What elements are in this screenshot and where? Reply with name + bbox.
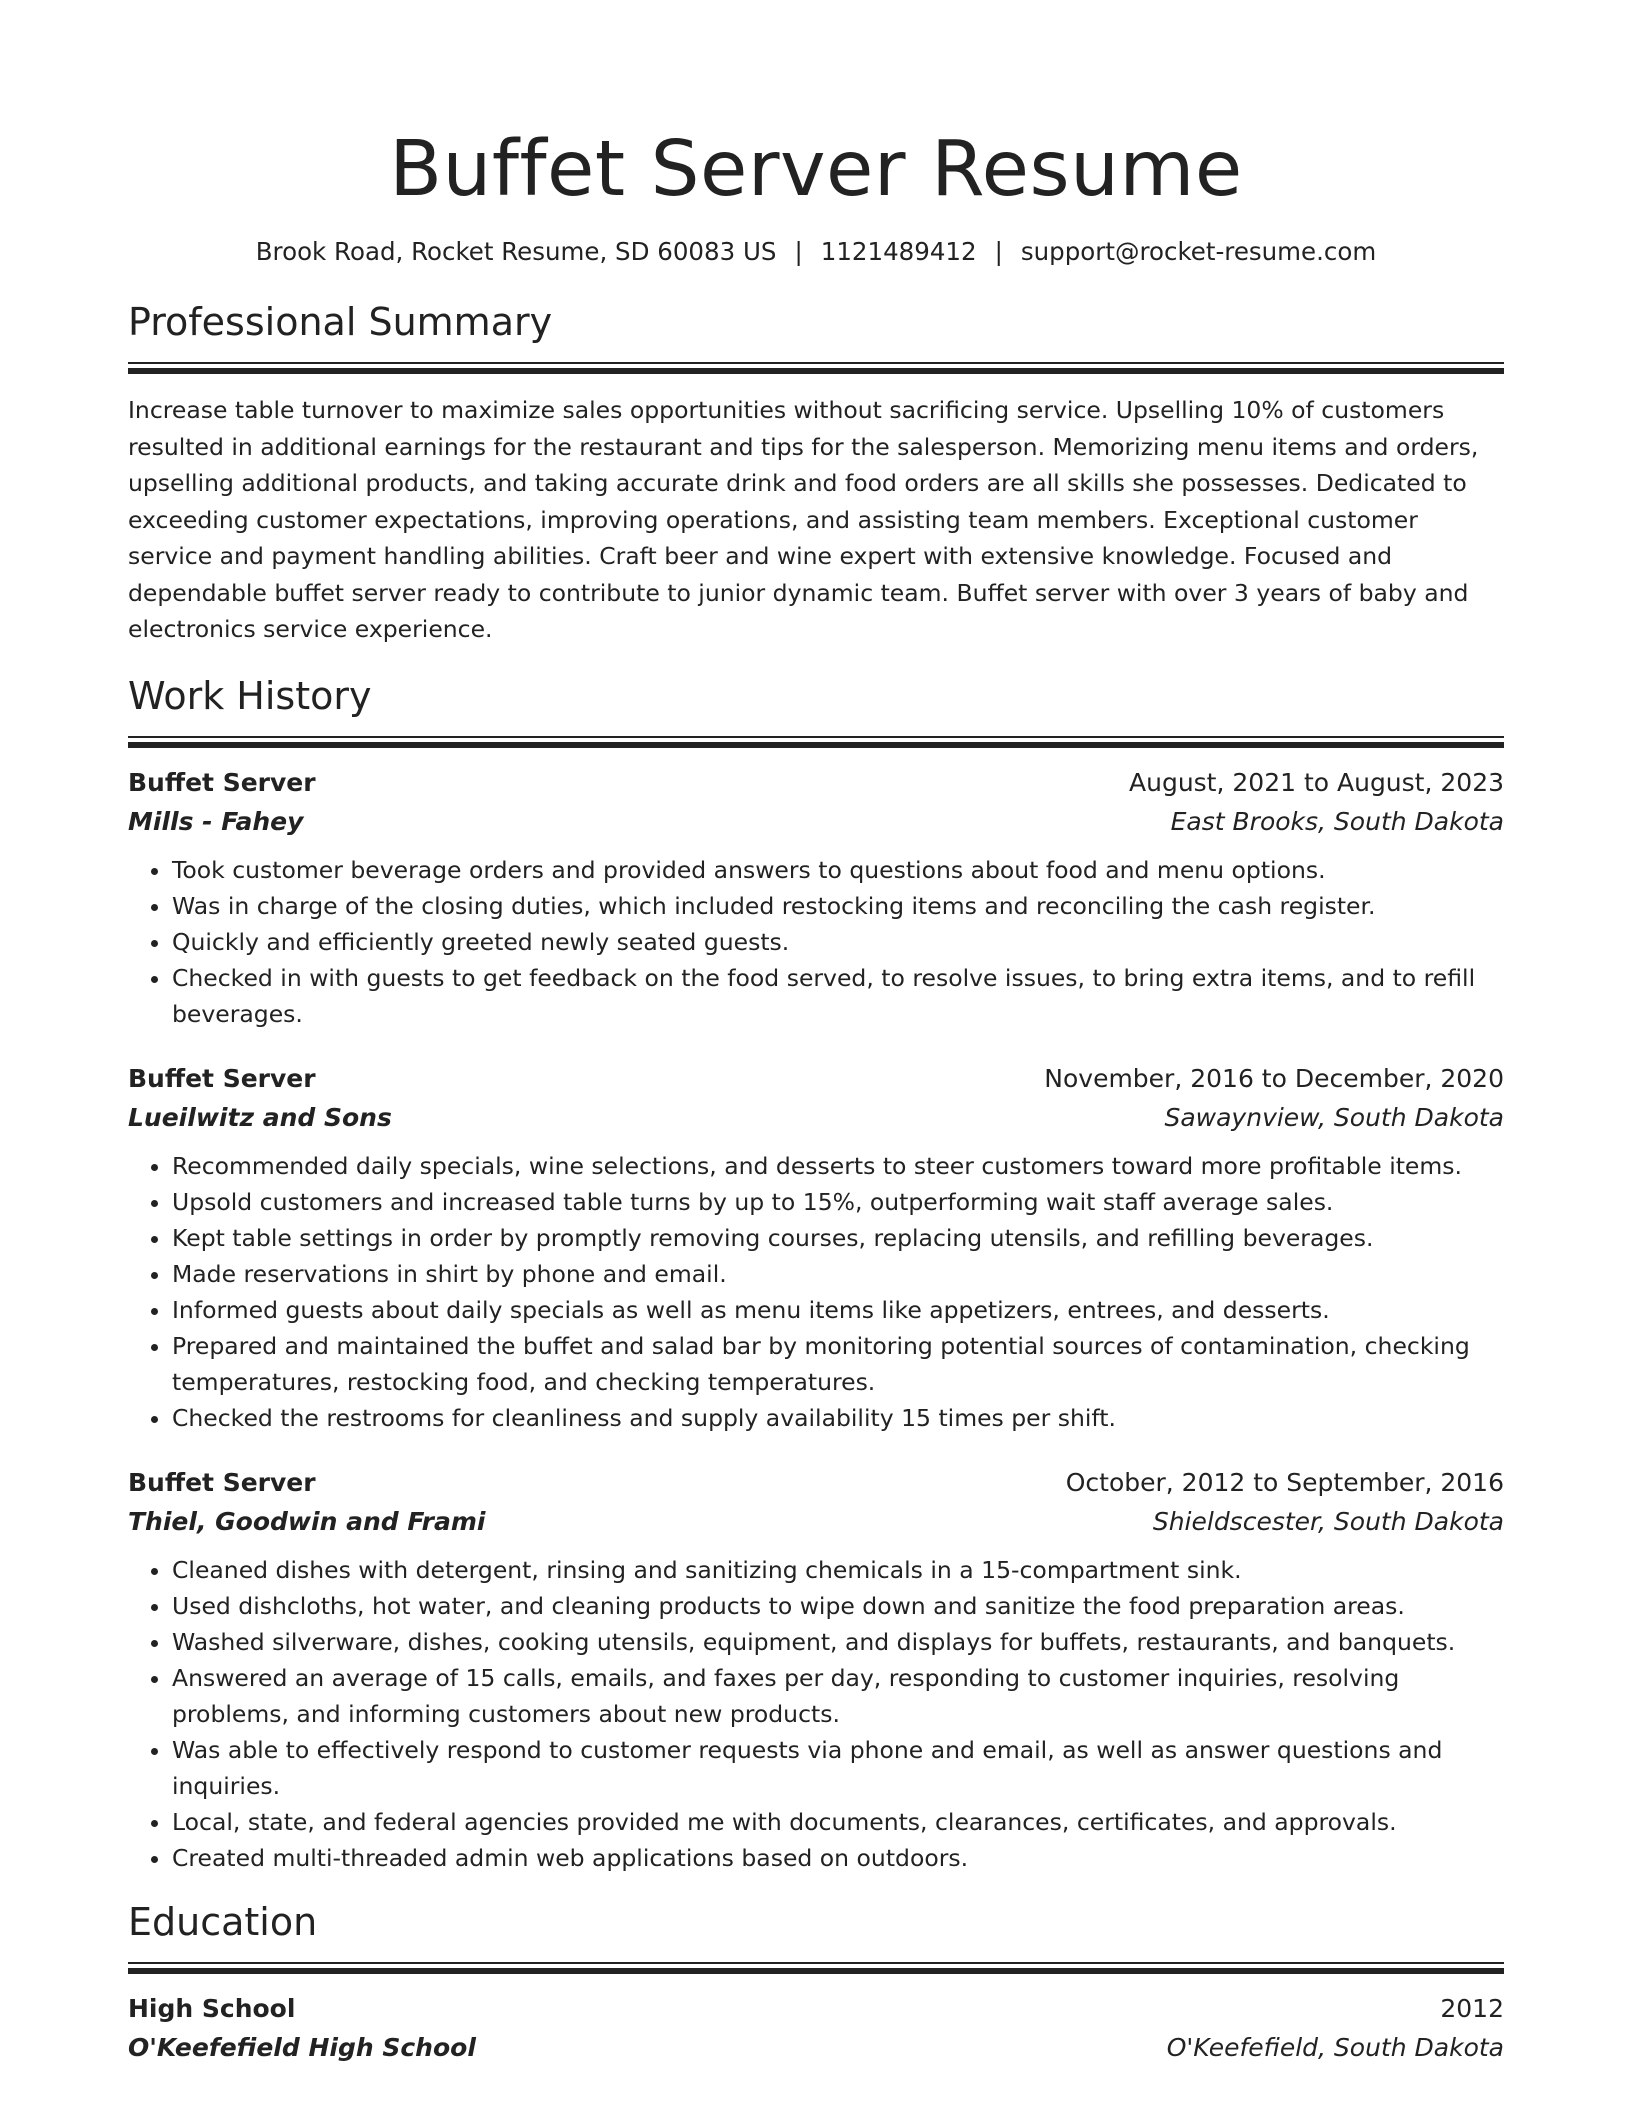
list-item: • Answered an average of 15 calls, emails, and faxes per day, responding to customer inquiries, resolving problems, and informing customers about new products. xyxy=(172,1660,1504,1732)
list-item: • Prepared and maintained the buffet and salad bar by monitoring potential sources of contamination, checking temperatures, restocking food, and checking temperatures. xyxy=(172,1328,1504,1400)
section-divider xyxy=(128,362,1504,374)
job-dates: August, 2021 to August, 2023 xyxy=(1129,767,1504,797)
summary-section xyxy=(128,298,1504,648)
job-company: Lueilwitz and Sons xyxy=(128,1102,392,1132)
education-degree: High School xyxy=(128,1993,296,2023)
job-title: Buffet Server xyxy=(128,1467,316,1497)
job-title: Buffet Server xyxy=(128,1063,316,1093)
list-item: • Recommended daily specials, wine selections, and desserts to steer customers toward more profitable items. xyxy=(172,1148,1504,1184)
job-company: Thiel, Goodwin and Frami xyxy=(128,1506,486,1536)
job-dates: October, 2012 to September, 2016 xyxy=(1065,1467,1504,1497)
section-heading-education: Education xyxy=(128,1899,318,1944)
contact-address: Brook Road, Rocket Resume, SD 60083 US xyxy=(255,237,777,266)
education-section xyxy=(128,1898,1504,2068)
list-item: • Checked the restrooms for cleanliness and supply availability 15 times per shift. xyxy=(172,1400,1504,1436)
section-heading-work-history: Work History xyxy=(128,673,372,718)
job-title: Buffet Server xyxy=(128,767,316,797)
contact-separator: | xyxy=(994,237,1003,266)
job-location: Shieldscester, South Dakota xyxy=(1152,1506,1504,1536)
education-entry xyxy=(128,1990,1504,2068)
list-item: • Used dishcloths, hot water, and cleaning products to wipe down and sanitize the food preparation areas. xyxy=(172,1588,1504,1624)
job-location: Sawaynview, South Dakota xyxy=(1164,1102,1504,1132)
job-duties-list xyxy=(128,852,1504,1032)
job-entry xyxy=(128,1060,1504,1436)
education-year: 2012 xyxy=(1440,1993,1504,2023)
list-item: • Washed silverware, dishes, cooking utensils, equipment, and displays for buffets, restaurants, and banquets. xyxy=(172,1624,1504,1660)
contact-email: support@rocket-resume.com xyxy=(1020,237,1377,266)
list-item: • Kept table settings in order by promptly removing courses, replacing utensils, and refilling beverages. xyxy=(172,1220,1504,1256)
work-history-section xyxy=(128,672,1504,1876)
list-item: • Created multi-threaded admin web applications based on outdoors. xyxy=(172,1840,1504,1876)
section-divider xyxy=(128,1962,1504,1974)
contact-phone: 1121489412 xyxy=(820,237,977,266)
job-dates: November, 2016 to December, 2020 xyxy=(1044,1063,1504,1093)
list-item: • Local, state, and federal agencies provided me with documents, clearances, certificates, and approvals. xyxy=(172,1804,1504,1840)
resume-page xyxy=(128,122,1504,2068)
job-entry xyxy=(128,1464,1504,1876)
list-item: • Checked in with guests to get feedback on the food served, to resolve issues, to bring extra items, and to refill beverages. xyxy=(172,960,1504,1032)
list-item: • Was in charge of the closing duties, which included restocking items and reconciling the cash register. xyxy=(172,888,1504,924)
job-entry xyxy=(128,764,1504,1032)
list-item: • Was able to effectively respond to customer requests via phone and email, as well as answer questions and inquiries. xyxy=(172,1732,1504,1804)
summary-text: Increase table turnover to maximize sales opportunities without sacrificing service. Upselling 10% of customers resulted in additional earnings for the restaurant and tips for the salesperson. Memorizing menu items and orders, upselling additional products, and taking accurate drink and food orders are all skills she possesses. Dedicated to exceeding customer expectations, improving operations, and assisting team members. Exceptional customer service and payment handling abilities. Craft beer and wine expert with extensive knowledge. Focused and dependable buffet server ready to contribute to junior dynamic team. Buffet server with over 3 years of baby and electronics service experience. xyxy=(128,396,1479,643)
job-company: Mills - Fahey xyxy=(128,806,304,836)
list-item: • Made reservations in shirt by phone and email. xyxy=(172,1256,1504,1292)
contact-separator: | xyxy=(794,237,803,266)
list-item: • Took customer beverage orders and provided answers to questions about food and menu options. xyxy=(172,852,1504,888)
section-heading-summary: Professional Summary xyxy=(128,300,553,344)
resume-title: Buffet Server Resume xyxy=(389,125,1243,214)
list-item: • Informed guests about daily specials as well as menu items like appetizers, entrees, and desserts. xyxy=(172,1292,1504,1328)
section-divider xyxy=(128,736,1504,748)
education-school: O'Keefefield High School xyxy=(128,2032,476,2062)
job-duties-list xyxy=(128,1148,1504,1436)
list-item: • Cleaned dishes with detergent, rinsing and sanitizing chemicals in a 15-compartment sink. xyxy=(172,1552,1504,1588)
education-location: O'Keefefield, South Dakota xyxy=(1166,2032,1504,2062)
contact-line xyxy=(128,236,1504,268)
list-item: • Upsold customers and increased table turns by up to 15%, outperforming wait staff average sales. xyxy=(172,1184,1504,1220)
job-duties-list xyxy=(128,1552,1504,1876)
list-item: • Quickly and efficiently greeted newly seated guests. xyxy=(172,924,1504,960)
job-location: East Brooks, South Dakota xyxy=(1170,806,1504,836)
